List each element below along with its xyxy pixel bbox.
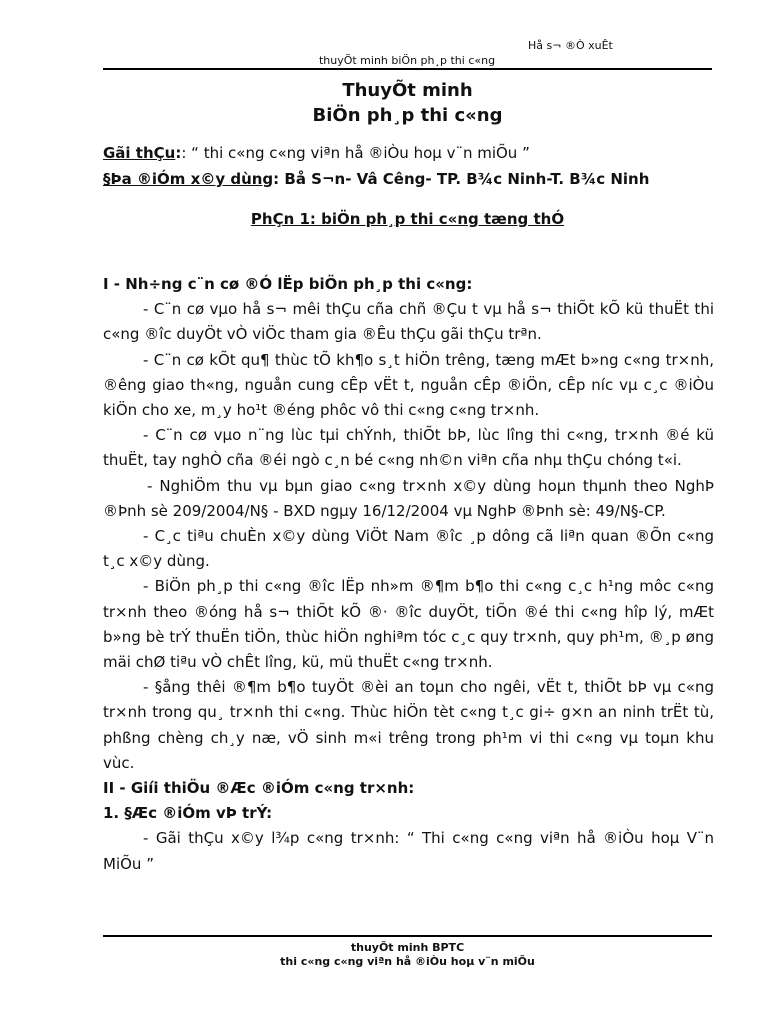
doc-title-line1: ThuyÕt minh — [342, 80, 473, 101]
body-paragraph: - §ång thêi ®¶m b¶o tuyÖt ®èi an toµn cho ngêi, vËt t, thiÕt bÞ vµ c«ng tr×nh trong qu¸ tr×nh thi c«ng. Thùc hiÖn tèt c«ng t¸c gi÷ g×n an ninh trËt tù, phßng chèng ch¸y næ, vÖ sinh m«i trêng trong ph¹m vi thi c«ng vµ toµn khu vùc. — [103, 678, 714, 772]
location-label: §Þa ®iÓm x©y dùng — [103, 170, 274, 188]
header-note: Hå s¬ ®Ò xuÊt — [528, 39, 613, 52]
location-line — [103, 170, 649, 188]
body-paragraph: - C¸c tiªu chuÈn x©y dùng ViÖt Nam ®îc ¸p dông cã liªn quan ®Õn c«ng t¸c x©y dùng. — [103, 527, 714, 571]
location-value: : Bå S¬n- Vâ Cêng- TP. B¾c Ninh-T. B¾c Ninh — [273, 170, 650, 188]
package-label: Gãi thÇu — [103, 144, 176, 162]
package-line: Gãi thÇu:: “ thi c«ng c«ng viªn hå ®iÒu hoµ v¨n miÕu ” — [103, 144, 530, 162]
section-heading: II - Giíi thiÖu ®Æc ®iÓm c«ng tr×nh: — [103, 779, 415, 798]
footer-line1: thuyÕt minh BPTC — [350, 941, 465, 954]
document-body — [103, 272, 714, 877]
body-paragraph: - C¨n cø kÕt qu¶ thùc tÕ kh¶o s¸t hiÖn trêng, tæng mÆt b»ng c«ng tr×nh, ®êng giao th«ng, nguån cung cÊp vËt t, nguån cÊp ®iÖn, cÊp níc vµ c¸c ®iÒu kiÖn cho xe, m¸y ho¹t ®éng phôc vô thi c«ng c«ng tr×nh. — [103, 350, 714, 420]
subsection-heading: 1. §Æc ®iÓm vÞ trÝ: — [103, 804, 273, 823]
body-paragraph: - Gãi thÇu x©y l¾p c«ng tr×nh: “ Thi c«ng c«ng viªn hå ®iÒu hoµ V¨n MiÕu ” — [103, 829, 714, 873]
doc-title-line2: BiÖn ph¸p thi c«ng — [312, 105, 503, 126]
body-paragraph: - C¨n cø vµo hå s¬ mêi thÇu cña chñ ®Çu t vµ hå s¬ thiÕt kÕ kü thuËt thi c«ng ®îc duyÖt vÒ viÖc tham gia ®Êu thÇu gãi thÇu trªn. — [103, 300, 714, 344]
header-subtitle: thuyÕt minh biÖn ph¸p thi c«ng — [318, 54, 496, 67]
section-heading: I - Nh÷ng c¨n cø ®Ó lËp biÖn ph¸p thi c«ng: — [103, 275, 473, 293]
footer-rule — [103, 935, 712, 937]
body-paragraph: - NghiÖm thu vµ bµn giao c«ng tr×nh x©y dùng hoµn thµnh theo NghÞ ®Þnh sè 209/2004/N§ - BXD ngµy 16/12/2004 vµ NghÞ ®Þnh sè: 49/N§-CP. — [103, 476, 714, 520]
body-paragraph: - BiÖn ph¸p thi c«ng ®îc lËp nh»m ®¶m b¶o thi c«ng c¸c h¹ng môc c«ng tr×nh theo ®óng hå s¬ thiÕt kÕ ®· ®îc duyÖt, tiÕn ®é thi c«ng hîp lý, mÆt b»ng bè trÝ thuËn tiÖn, thùc hiÖn nghiªm tóc c¸c quy tr×nh, quy ph¹m, ®¸p øng mäi chØ tiªu vÒ chÊt lîng, kü, mü thuËt c«ng tr×nh. — [103, 577, 714, 672]
header-rule — [103, 68, 712, 70]
body-paragraph: - C¨n cø vµo n¨ng lùc tµi chÝnh, thiÕt bÞ, lùc lîng thi c«ng, tr×nh ®é kü thuËt, tay nghÒ cña ®éi ngò c¸n bé c«ng nh©n viªn cña nhµ thÇu chóng t«i. — [103, 426, 714, 470]
part-title: PhÇn 1: biÖn ph¸p thi c«ng tæng thÓ — [250, 210, 565, 228]
package-value: : “ thi c«ng c«ng viªn hå ®iÒu hoµ v¨n miÕu ” — [181, 144, 530, 162]
footer-line2: thi c«ng c«ng viªn hå ®iÒu hoµ v¨n miÕu — [280, 955, 535, 968]
